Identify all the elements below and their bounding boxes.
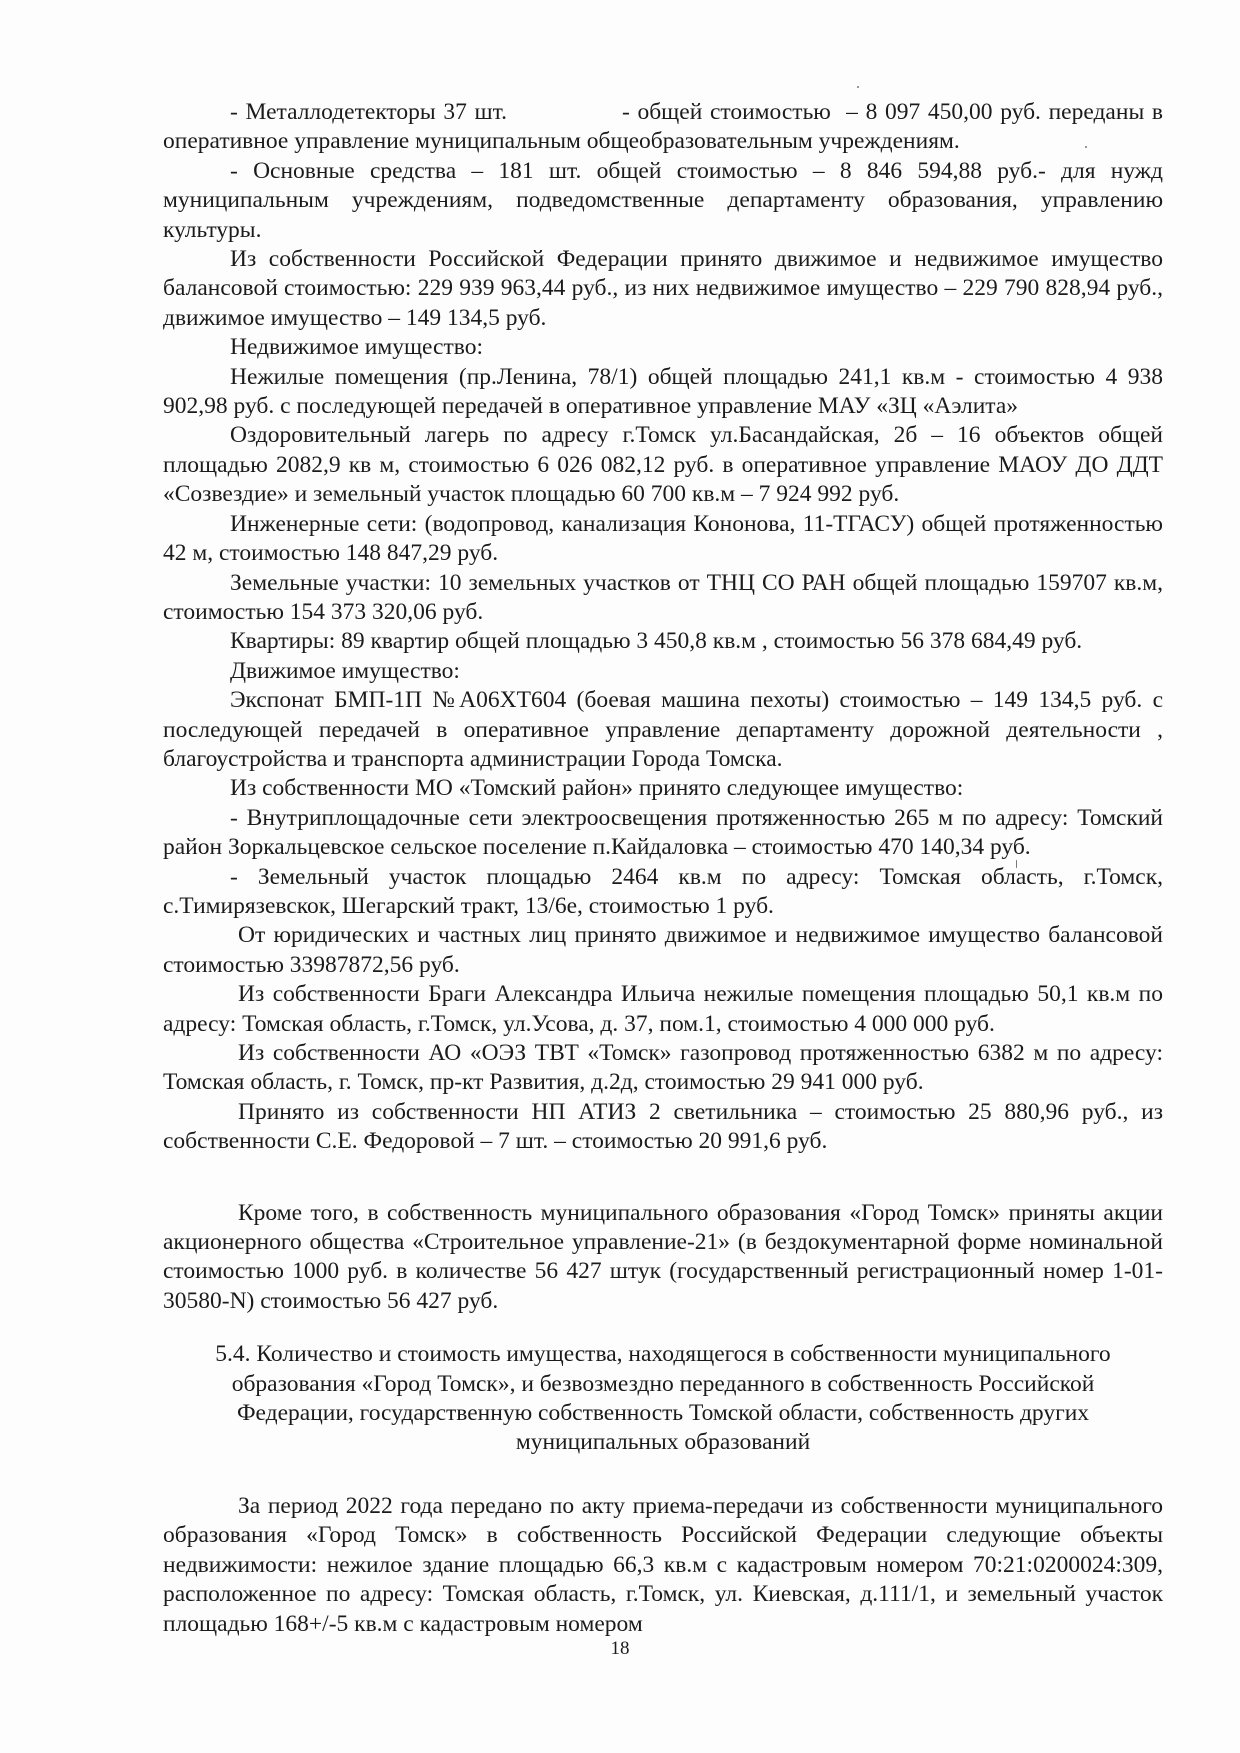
paragraph-non-residential: Нежилые помещения (пр.Ленина, 78/1) общей площадью 241,1 кв.м - стоимостью 4 938 902,98 руб. с последующей передачей в оперативное управление МАУ «ЗЦ «Аэлита» <box>163 363 1163 420</box>
paragraph-health-camp: Оздоровительный лагерь по адресу г.Томск ул.Басандайская, 2б – 16 объектов общей площадью 2082,9 кв м, стоимостью 6 026 082,12 руб. в оперативное управление МАОУ ДО ДДТ «Созвездие» и земельный участок площадью 60 700 кв.м – 7 924 992 руб. <box>163 422 1163 508</box>
page-number: 18 <box>610 1638 630 1659</box>
paragraph-land-plot-2464: - Земельный участок площадью 2464 кв.м по адресу: Томская область, г.Томск, с.Тимирязевскок, Шегарский тракт, 13/6е, стоимостью 1 руб. <box>163 863 1163 919</box>
paragraph-federal-property: Из собственности Российской Федерации принято движимое и недвижимое имущество балансовой стоимостью: 229 939 963,44 руб., из них недвижимое имущество – 229 790 828,94 руб., движимое имущество – 149 134,5 руб. <box>163 246 1163 331</box>
paragraph-transfer-2022: За период 2022 года передано по акту приема-передачи из собственности муниципального образования «Город Томск» в собственность Российской Федерации следующие объекты недвижимости: нежилое здание площадью 66,3 кв.м с кадастровым номером 70:21:0200024:309, расположенное по адресу: Томская область, г.Томск, ул. Киевская, д.111/1, и земельный участок площадью 168+/-5 кв.м с кадастровым номером <box>163 1492 1163 1637</box>
paragraph-movable-heading: Движимое имущество: <box>230 657 460 684</box>
paragraph-gas-pipeline: Из собственности АО «ОЭЗ ТВТ «Томск» газопровод протяженностью 6382 м по адресу: Томская область, г. Томск, пр-кт Развития, д.2д, стоимостью 29 941 000 руб. <box>163 1040 1163 1096</box>
paragraph-shares: Кроме того, в собственность муниципального образования «Город Томск» приняты акции акционерного общества «Строительное управление-21» (в бездокументарной форме номинальной стоимостью 1000 руб. в количестве 56 427 штук (государственный регистрационный номер 1-01-30580-N) стоимостью 56 427 руб. <box>163 1199 1163 1314</box>
paragraph-metal-detectors: - Металлодетекторы 37 шт. - общей стоимостью – 8 097 450,00 руб. переданы в оперативное управление муниципальным общеобразовательным учреждениям. <box>163 99 1169 155</box>
paragraph-lamps: Принято из собственности НП АТИЗ 2 светильника – стоимостью 25 880,96 руб., из собственности С.Е. Федоровой – 7 шт. – стоимостью 20 991,6 руб. <box>163 1098 1163 1155</box>
paragraph-land-plots: Земельные участки: 10 земельных участков от ТНЦ СО РАН общей площадью 159707 кв.м, стоимостью 154 373 320,06 руб. <box>163 569 1163 625</box>
paragraph-engineering-networks: Инженерные сети: (водопровод, канализация Кононова, 11-ТГАСУ) общей протяженностью 42 м, стоимостью 148 847,29 руб. <box>163 510 1163 567</box>
document-body <box>163 98 1169 1639</box>
paragraph-real-estate-heading: Недвижимое имущество: <box>230 334 483 361</box>
paragraph-apartments: Квартиры: 89 квартир общей площадью 3 450,8 кв.м , стоимостью 56 378 684,49 руб. <box>230 628 1083 655</box>
scan-speck <box>857 86 859 88</box>
paragraph-legal-entities: От юридических и частных лиц принято движимое и недвижимое имущество балансовой стоимостью 33987872,56 руб. <box>163 922 1163 978</box>
paragraph-exhibit: Экспонат БМП-1П №А06ХТ604 (боевая машина пехоты) стоимостью – 149 134,5 руб. с последующей передачей в оперативное управление департаменту дорожной деятельности , благоустройства и транспорта администрации Города Томска. <box>163 687 1163 772</box>
paragraph-tomsk-district: Из собственности МО «Томский район» принято следующее имущество: <box>230 775 964 802</box>
paragraph-fixed-assets: - Основные средства – 181 шт. общей стоимостью – 8 846 594,88 руб.- для нужд муниципальным учреждениям, подведомственные департаменту образования, управлению культуры. <box>163 157 1163 243</box>
paragraph-braga: Из собственности Браги Александра Ильича нежилые помещения площадью 50,1 кв.м по адресу: Томская область, г.Томск, ул.Усова, д. 37, пом.1, стоимостью 4 000 000 руб. <box>163 981 1163 1037</box>
section-heading: 5.4. Количество и стоимость имущества, находящегося в собственности муниципального образования «Город Томск», и безвозмездно переданного в собственность Российской Федерации, государственную собственность Томской области, собственность других муниципальных образований <box>215 1341 1111 1456</box>
paragraph-lighting-networks: - Внутриплощадочные сети электроосвещения протяженностью 265 м по адресу: Томский район Зоркальцевское сельское поселение п.Кайдаловка – стоимостью 470 140,34 руб. <box>163 804 1163 861</box>
